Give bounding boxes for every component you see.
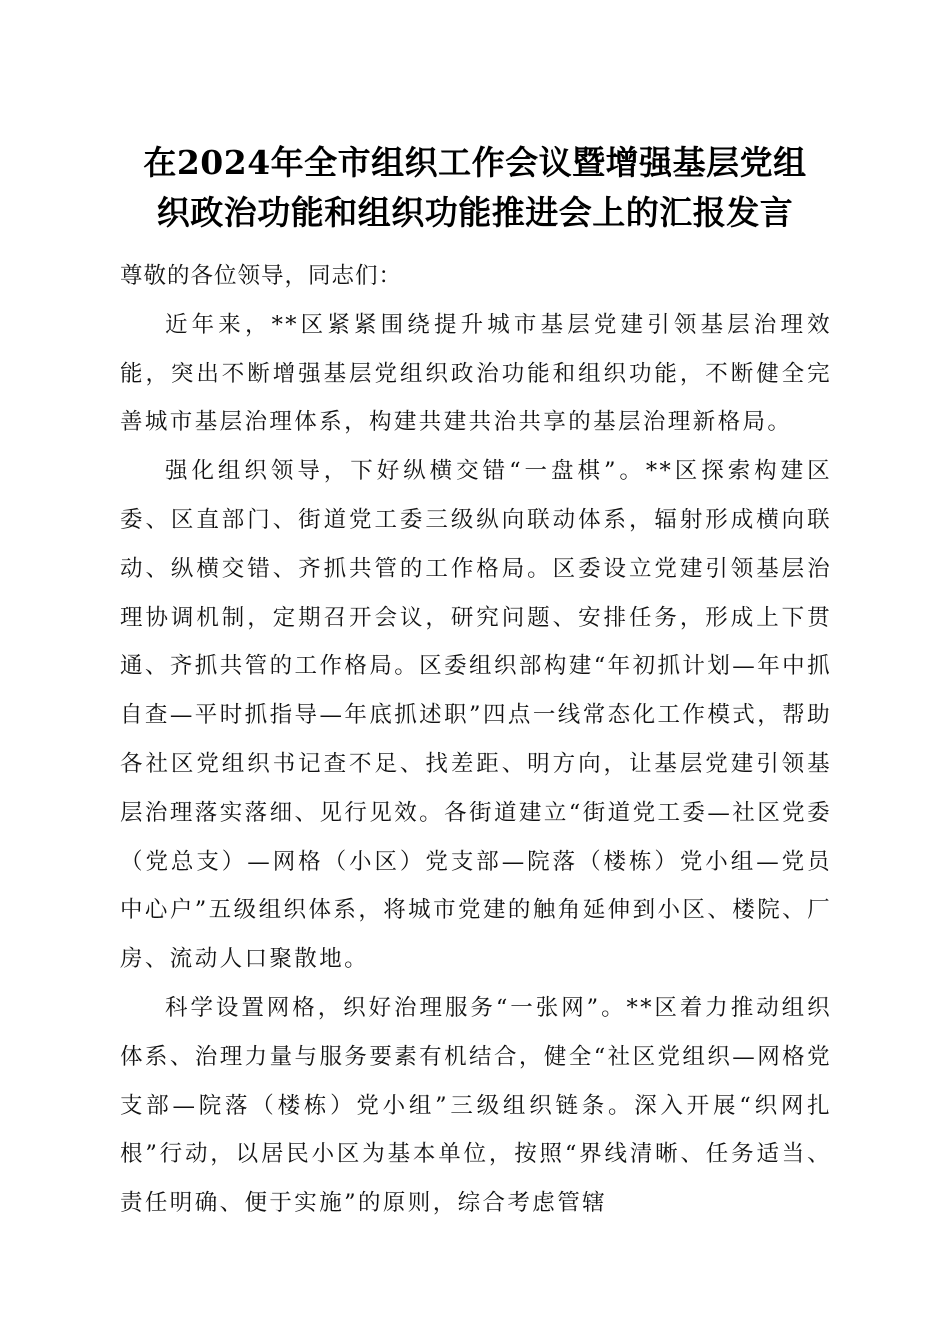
- document-body: [120, 252, 832, 1228]
- paragraph-organization-leadership: 强化组织领导，下好纵横交错“一盘棋”。**区探索构建区委、区直部门、街道党工委三级纵向联动体系，辐射形成横向联动、纵横交错、齐抓共管的工作格局。区委设立党建引领基层治理协调机制，定期召开会议，研究问题、安排任务，形成上下贯通、齐抓共管的工作格局。区委组织部构建“年初抓计划—年中抓自查—平时抓指导—年底抓述职”四点一线常态化工作模式，帮助各社区党组织书记查不足、找差距、明方向，让基层党建引领基层治理落实落细、见行见效。各街道建立“街道党工委—社区党委（党总支）—网格（小区）党支部—院落（楼栋）党小组—党员中心户”五级组织体系，将城市党建的触角延伸到小区、楼院、厂房、流动人口聚散地。: [120, 458, 832, 973]
- salutation: 尊敬的各位领导，同志们：: [120, 263, 403, 289]
- paragraph-grid-setup: 科学设置网格，织好治理服务“一张网”。**区着力推动组织体系、治理力量与服务要素有机结合，健全“社区党组织—网格党支部—院落（楼栋）党小组”三级组织链条。深入开展“织网扎根”行动，以居民小区为基本单位，按照“界线清晰、任务适当、责任明确、便于实施”的原则，综合考虑管辖: [120, 994, 832, 1217]
- paragraph-intro: 近年来，**区紧紧围绕提升城市基层党建引领基层治理效能，突出不断增强基层党组织政治功能和组织功能，不断健全完善城市基层治理体系，构建共建共治共享的基层治理新格局。: [120, 311, 832, 436]
- document-title: [110, 138, 840, 238]
- title-line-2: 织政治功能和组织功能推进会上的汇报发言: [156, 193, 794, 232]
- title-line-1: 在2024年全市组织工作会议暨增强基层党组: [143, 143, 807, 182]
